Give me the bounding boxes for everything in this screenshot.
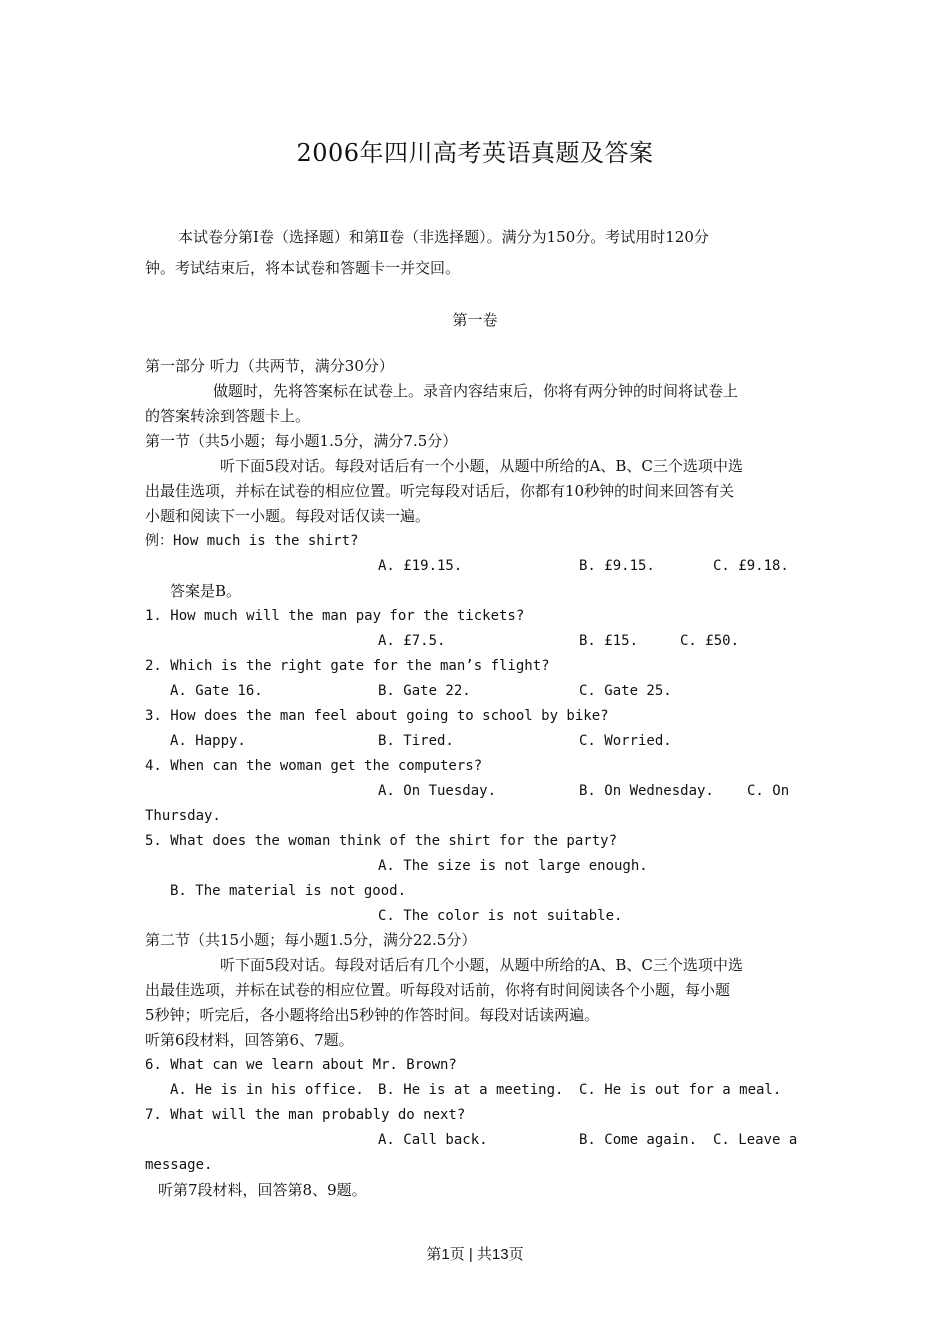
example-answer: 答案是B。 <box>170 582 242 600</box>
question-7-option-b: B. Come again. <box>579 1132 698 1148</box>
example-option-c: C. £9.18. <box>713 558 789 574</box>
section1-instruction-1: 听下面5段对话。每段对话后有一个小题，从题中所给的A、B、C三个选项中选 <box>220 457 743 475</box>
intro-line-1: 本试卷分第Ⅰ卷（选择题）和第Ⅱ卷（非选择题）。满分为150分。考试用时120分 <box>178 228 709 246</box>
page-footer: 第1页 | 共13页 <box>426 1246 524 1263</box>
question-2-option-a: A. Gate 16. <box>170 683 263 699</box>
example-option-b: B. £9.15. <box>579 558 655 574</box>
part1-instruction-1: 做题时，先将答案标在试卷上。录音内容结束后，你将有两分钟的时间将试卷上 <box>213 382 739 400</box>
question-2-option-b: B. Gate 22. <box>378 683 471 699</box>
material-7-heading: 听第7段材料，回答第8、9题。 <box>158 1181 367 1199</box>
volume-title: 第一卷 <box>452 311 498 329</box>
section1-instruction-3: 小题和阅读下一小题。每段对话仅读一遍。 <box>145 507 431 525</box>
page-title: 2006年四川高考英语真题及答案 <box>296 139 654 167</box>
example-option-a: A. £19.15. <box>378 558 463 574</box>
section2-instruction-3: 5秒钟；听完后，各小题将给出5秒钟的作答时间。每段对话读两遍。 <box>145 1006 600 1024</box>
question-6-option-b: B. He is at a meeting. <box>378 1082 564 1098</box>
question-1: 1. How much will the man pay for the tickets? <box>145 608 525 624</box>
question-7-option-c-continued: message. <box>145 1157 213 1173</box>
section2-heading: 第二节（共15小题；每小题1.5分，满分22.5分） <box>145 931 477 949</box>
material-6-heading: 听第6段材料，回答第6、7题。 <box>145 1031 354 1049</box>
part1-heading: 第一部分 听力（共两节，满分30分） <box>145 357 394 375</box>
example-question: 例：How much is the shirt? <box>145 533 359 549</box>
question-5-option-c: C. The color is not suitable. <box>378 908 623 924</box>
part1-instruction-2: 的答案转涂到答题卡上。 <box>145 407 311 425</box>
question-7-option-c: C. Leave a <box>713 1132 798 1148</box>
question-4: 4. When can the woman get the computers? <box>145 758 483 774</box>
question-4-option-b: B. On Wednesday. <box>579 783 714 799</box>
question-2: 2. Which is the right gate for the man’s flight? <box>145 658 550 674</box>
intro-line-2: 钟。考试结束后，将本试卷和答题卡一并交回。 <box>145 259 461 277</box>
question-4-option-c-continued: Thursday. <box>145 808 221 824</box>
question-6: 6. What can we learn about Mr. Brown? <box>145 1057 457 1073</box>
question-1-option-a: A. £7.5. <box>378 633 446 649</box>
question-1-option-b: B. £15. <box>579 633 639 649</box>
question-1-option-c: C. £50. <box>680 633 740 649</box>
section1-instruction-2: 出最佳选项，并标在试卷的相应位置。听完每段对话后，你都有10秒钟的时间来回答有关 <box>145 482 735 500</box>
question-6-option-a: A. He is in his office. <box>170 1082 364 1098</box>
question-7-option-a: A. Call back. <box>378 1132 488 1148</box>
section2-instruction-1: 听下面5段对话。每段对话后有几个小题，从题中所给的A、B、C三个选项中选 <box>220 956 743 974</box>
question-4-option-c: C. On <box>747 783 790 799</box>
question-4-option-a: A. On Tuesday. <box>378 783 497 799</box>
question-3-option-b: B. Tired. <box>378 733 454 749</box>
question-3: 3. How does the man feel about going to school by bike? <box>145 708 609 724</box>
question-5: 5. What does the woman think of the shirt for the party? <box>145 833 618 849</box>
question-3-option-a: A. Happy. <box>170 733 246 749</box>
section2-instruction-2: 出最佳选项，并标在试卷的相应位置。听每段对话前，你将有时间阅读各个小题，每小题 <box>145 981 731 999</box>
question-5-option-a: A. The size is not large enough. <box>378 858 648 874</box>
question-6-option-c: C. He is out for a meal. <box>579 1082 782 1098</box>
question-3-option-c: C. Worried. <box>579 733 672 749</box>
question-5-option-b: B. The material is not good. <box>170 883 407 899</box>
section1-heading: 第一节（共5小题；每小题1.5分，满分7.5分） <box>145 432 458 450</box>
question-7: 7. What will the man probably do next? <box>145 1107 466 1123</box>
question-2-option-c: C. Gate 25. <box>579 683 672 699</box>
